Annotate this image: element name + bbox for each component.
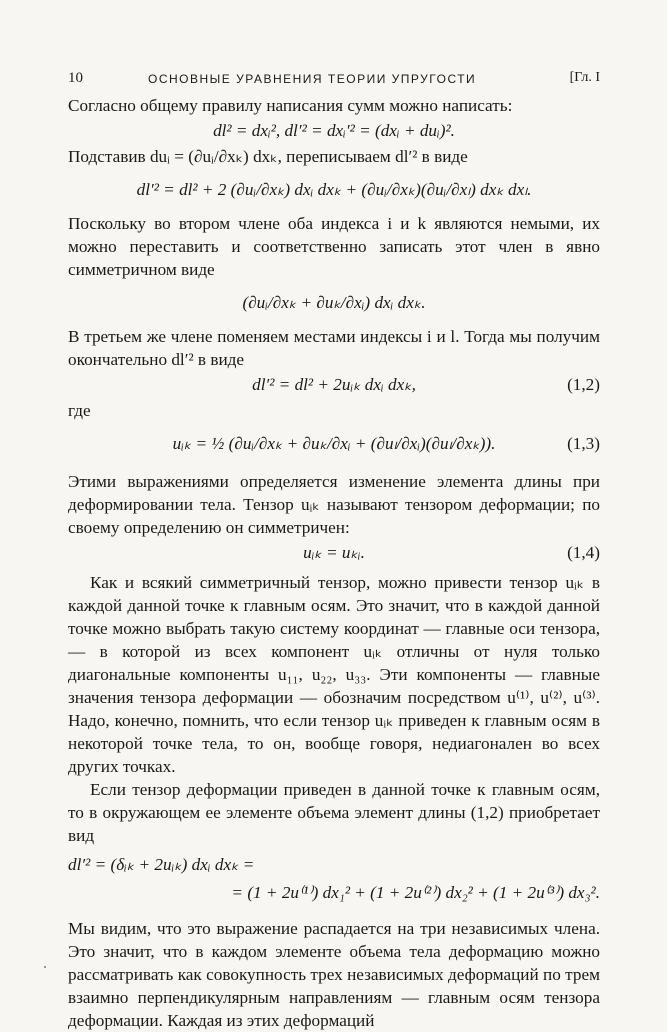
- equation-number: (1,4): [567, 543, 600, 562]
- running-title: ОСНОВНЫЕ УРАВНЕНИЯ ТЕОРИИ УПРУГОСТИ: [148, 72, 477, 86]
- page-body: [68, 94, 600, 1032]
- equation: (∂uᵢ/∂xₖ + ∂uₖ/∂xᵢ) dxᵢ dxₖ.: [242, 293, 426, 312]
- equation-number: (1,2): [567, 375, 600, 394]
- paragraph: Мы видим, что это выражение распадается на три независимых члена. Это значит, что в каждом элементе объема тела деформацию можно рассматривать как совокупность трех независимых деформаций по трем взаимно перпендикулярным направлениям — главным осям тензора деформации. Каждая из этих деформаций: [68, 919, 600, 1030]
- paragraph: Если тензор деформации приведен в данной точке к главным осям, то в окружающем ее элементе объема элемент длины (1,2) приобретает вид: [68, 780, 600, 845]
- equation: dl² = dxᵢ², dl′² = dxᵢ′² = (dxᵢ + duᵢ)².: [213, 121, 455, 140]
- where-label: где: [68, 401, 91, 420]
- book-page: [68, 66, 600, 1032]
- print-speck: [44, 966, 46, 968]
- chapter-marker: [Гл. I: [569, 70, 600, 85]
- paragraph: Поскольку во втором члене оба индекса i и k являются немыми, их можно переставить и соответственно записать этот член в явно симметричном виде: [68, 214, 600, 279]
- paragraph: В третьем же члене поменяем местами индексы i и l. Тогда мы получим окончательно dl′² в виде: [68, 327, 600, 369]
- equation: = (1 + 2u⁽¹⁾) dx₁² + (1 + 2u⁽²⁾) dx₂² + (1 + 2u⁽³⁾) dx₃².: [231, 883, 600, 902]
- equation: dl′² = dl² + 2 (∂uᵢ/∂xₖ) dxᵢ dxₖ + (∂uᵢ/∂xₖ)(∂uᵢ/∂xₗ) dxₖ dxₗ.: [136, 180, 532, 199]
- page-number: 10: [68, 70, 83, 86]
- equation: dl′² = (δᵢₖ + 2uᵢₖ) dxᵢ dxₖ =: [68, 855, 255, 874]
- paragraph: Подставив duᵢ = (∂uᵢ/∂xₖ) dxₖ, переписываем dl′² в виде: [68, 147, 468, 166]
- equation-1-4: uᵢₖ = uₖᵢ. (1,4): [303, 543, 600, 562]
- page-header: [68, 66, 600, 88]
- paragraph: Согласно общему правилу написания сумм можно написать:: [68, 96, 513, 115]
- paragraph: Этими выражениями определяется изменение элемента длины при деформировании тела. Тензор uᵢₖ называют тензором деформации; по своему определению он симметричен:: [68, 472, 600, 537]
- equation-1-3: uᵢₖ = ½ (∂uᵢ/∂xₖ + ∂uₖ/∂xᵢ + (∂uₗ/∂xᵢ)(∂uₗ/∂xₖ)). (1,3): [172, 434, 600, 453]
- paragraph: Как и всякий симметричный тензор, можно привести тензор uᵢₖ в каждой данной точке к главным осям. Это значит, что в каждой данной точке можно выбрать такую систему координат — главные оси тензора, — в которой из всех компонент uᵢₖ отличны от нуля только диагональные компоненты u₁₁, u₂₂, u₃₃. Эти компоненты — главные значения тензора деформации — обозначим посредством u⁽¹⁾, u⁽²⁾, u⁽³⁾. Надо, конечно, помнить, что если тензор uᵢₖ приведен к главным осям в некоторой точке тела, то он, вообще говоря, недиагонален во всех других точках.: [68, 573, 600, 776]
- equation-number: (1,3): [567, 434, 600, 453]
- equation-1-2: dl′² = dl² + 2uᵢₖ dxᵢ dxₖ, (1,2): [252, 375, 600, 394]
